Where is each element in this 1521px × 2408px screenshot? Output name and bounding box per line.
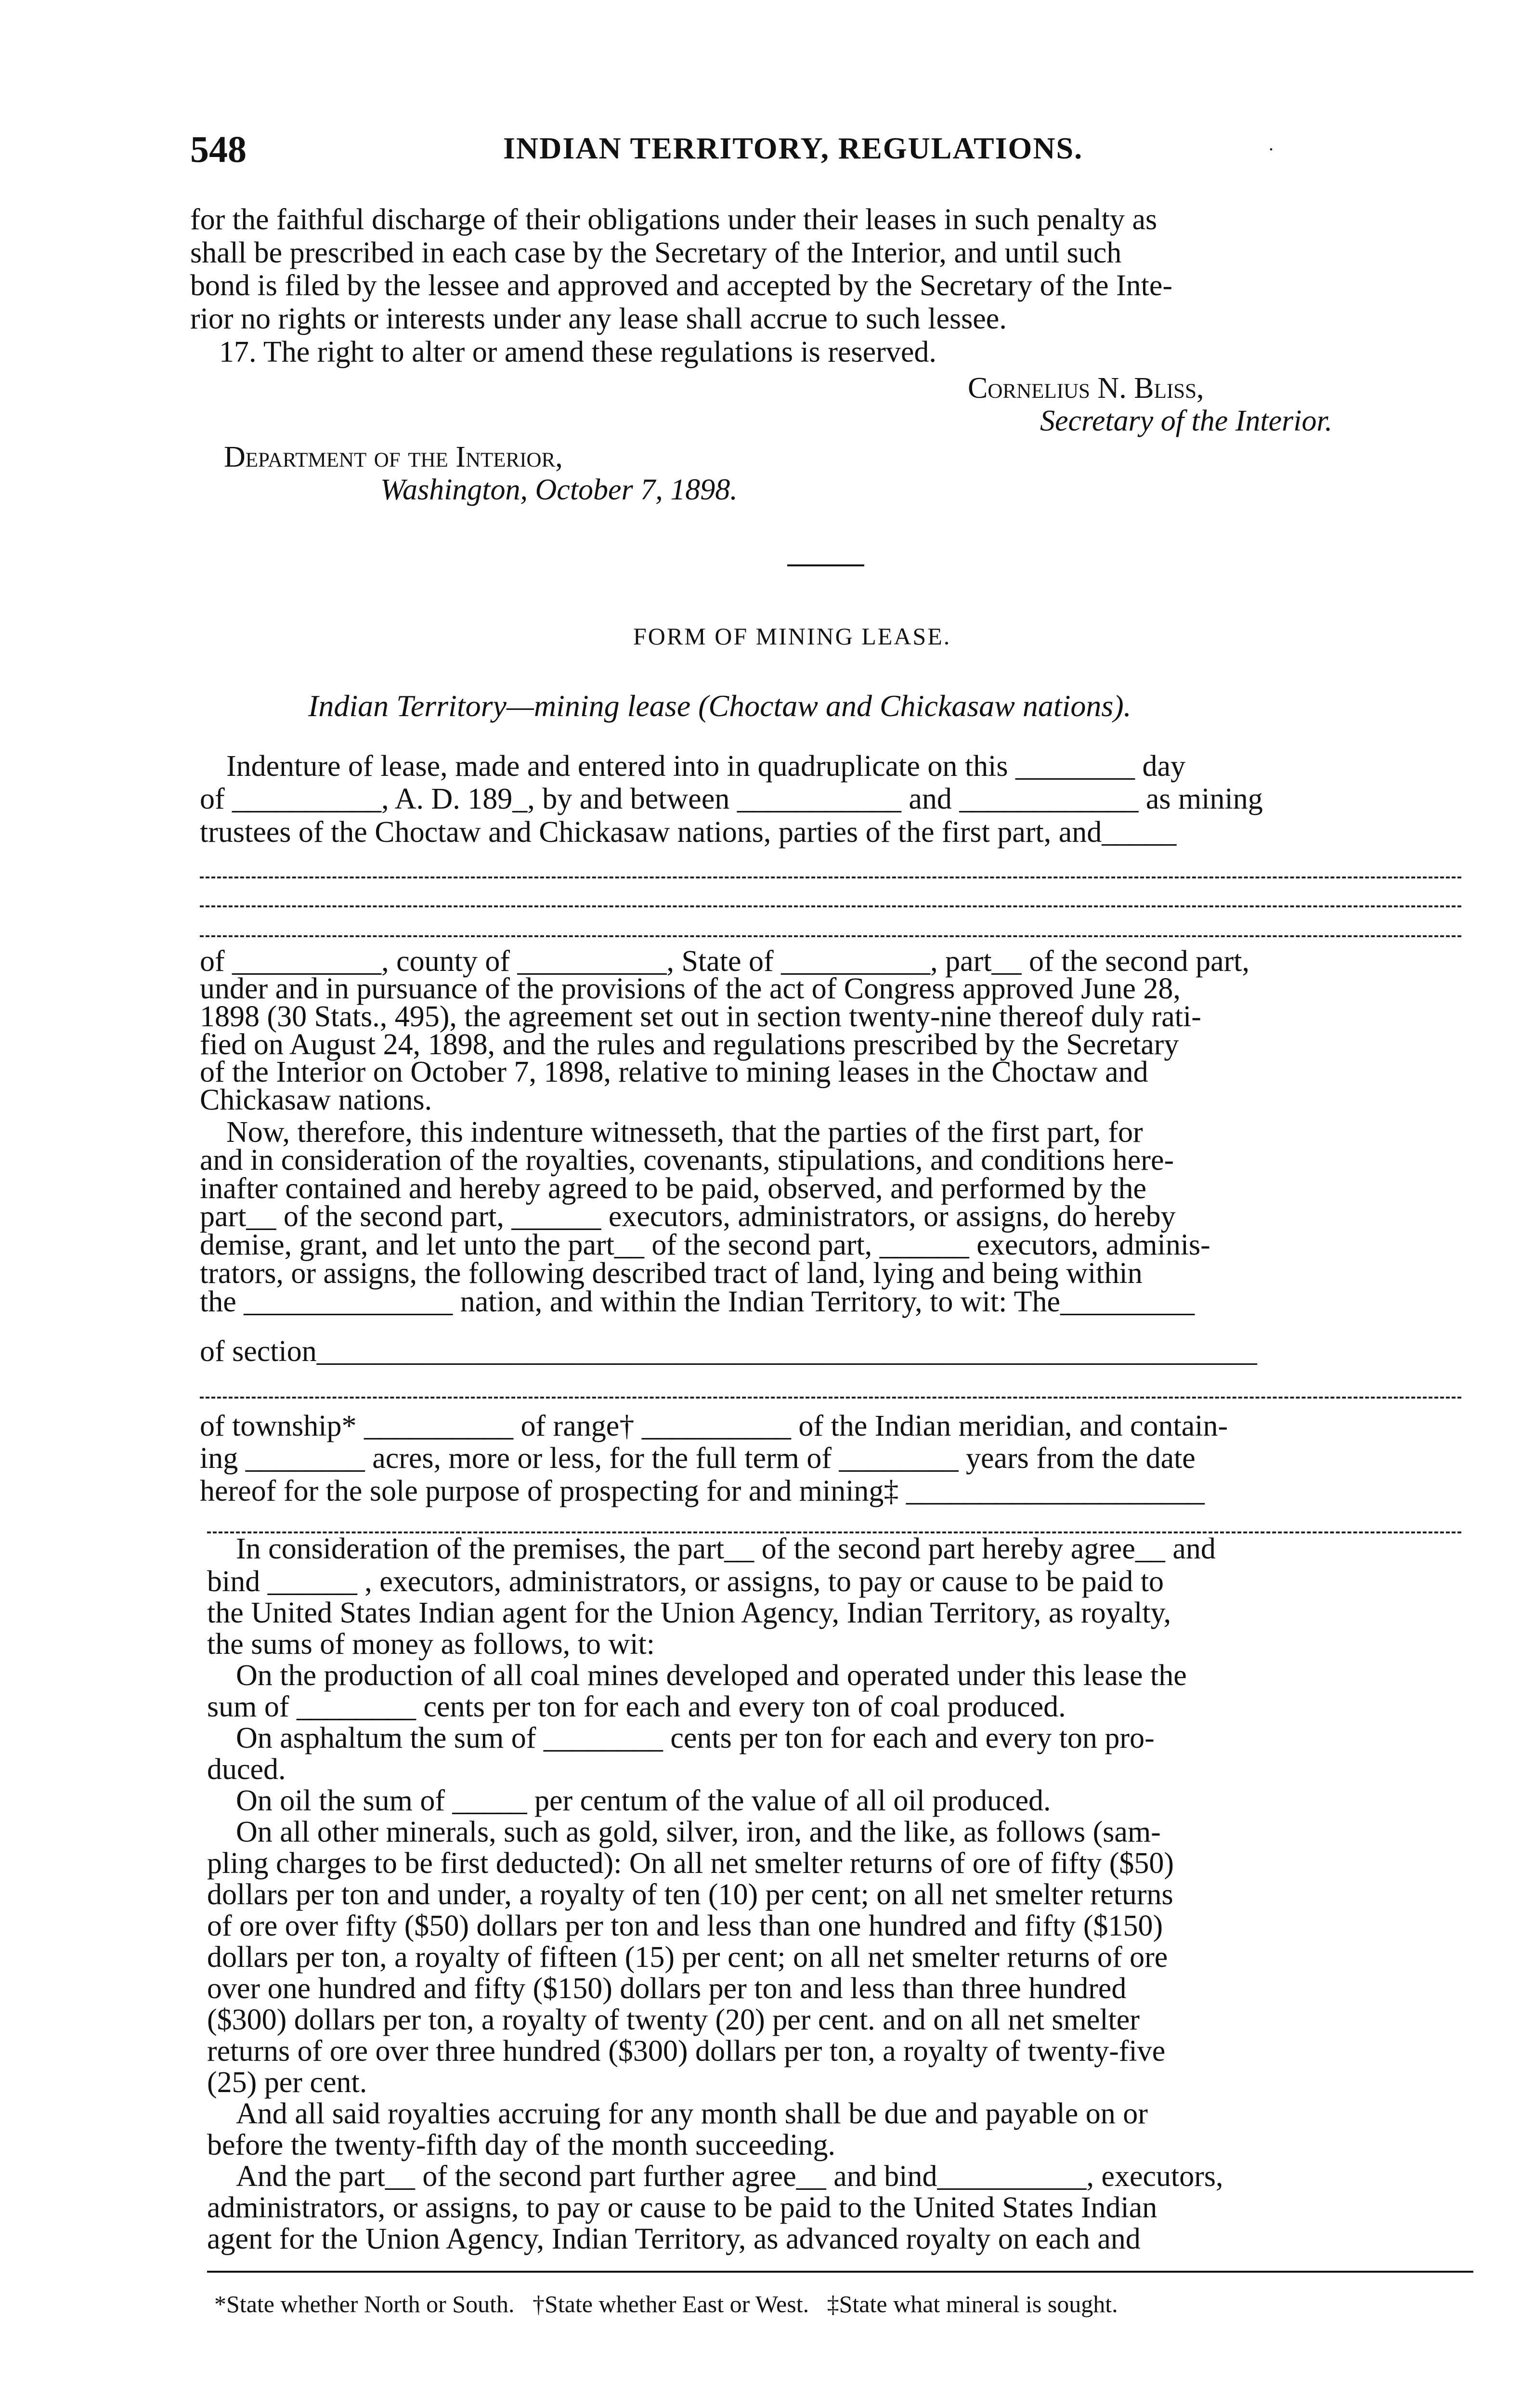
lease-text-line: On all other minerals, such as gold, silver, iron, and the like, as follows (sam- — [236, 1816, 1161, 1848]
lease-text-line: administrators, or assigns, to pay or cause to be paid to the United States Indian — [207, 2191, 1157, 2224]
continuation-line: rior no rights or interests under any lease shall accrue to such lessee. — [190, 302, 1007, 335]
running-title: INDIAN TERRITORY, REGULATIONS. — [503, 131, 1083, 165]
lease-text-line: fied on August 24, 1898, and the rules and regulations prescribed by the Secretary — [200, 1028, 1179, 1061]
continuation-line: for the faithful discharge of their obligations under their leases in such penalty as — [190, 203, 1157, 236]
lease-text-line: ing ________ acres, more or less, for the full term of ________ years from the date — [200, 1442, 1196, 1475]
lease-text-line: trators, or assigns, the following described tract of land, lying and being within — [200, 1257, 1143, 1290]
lease-text-line: And the part__ of the second part further agree__ and bind__________, executors, — [236, 2160, 1223, 2193]
subheading-main: Indian Territory—mining lease — [308, 689, 691, 723]
blank-line — [200, 1397, 1461, 1399]
lease-text-line: hereof for the sole purpose of prospecting for and mining‡ ____________________ — [200, 1475, 1205, 1507]
lease-text-line: before the twenty-fifth day of the month succeeding. — [207, 2129, 835, 2161]
lease-text-line: (25) per cent. — [207, 2066, 367, 2099]
lease-text-line: On oil the sum of _____ per centum of the value of all oil produced. — [236, 1784, 1051, 1817]
lease-text-line: of __________, A. D. 189_, by and between ___________ and ____________ as mining — [200, 783, 1263, 815]
lease-text-line: Now, therefore, this indenture witnesseth, that the parties of the first part, for — [226, 1116, 1143, 1149]
lease-text-line: Chickasaw nations. — [200, 1084, 432, 1116]
lease-text-line: bind ______ , executors, administrators, or assigns, to pay or cause to be paid to — [207, 1565, 1164, 1598]
footnote-ddagger: State what mineral is sought. — [839, 2290, 1118, 2317]
footnote-rule — [207, 2271, 1473, 2273]
signatory-title: Secretary of the Interior. — [1040, 405, 1333, 437]
lease-text-line: part__ of the second part, ______ executors, administrators, or assigns, do hereby — [200, 1200, 1176, 1233]
lease-text-line: On the production of all coal mines developed and operated under this lease the — [236, 1659, 1187, 1692]
signatory-name: Cornelius N. Bliss, — [968, 372, 1204, 405]
lease-text-line: trustees of the Choctaw and Chickasaw nations, parties of the first part, and_____ — [200, 816, 1177, 849]
footnote-star: State whether North or South. — [226, 2290, 515, 2317]
stray-mark: . — [1269, 133, 1274, 155]
lease-text-line: over one hundred and fifty ($150) dollars per ton and less than three hundred — [207, 1972, 1127, 2005]
subheading-paren: (Choctaw and Chickasaw nations). — [690, 689, 1131, 723]
footnote-ddagger-mark: ‡ — [827, 2290, 839, 2317]
lease-text-line: Indenture of lease, made and entered into in quadruplicate on this ________ day — [226, 750, 1185, 783]
lease-text-line: of section_______________________________________________________________ — [200, 1335, 1257, 1368]
lease-text-line: ($300) dollars per ton, a royalty of twenty (20) per cent. and on all net smelter — [207, 2003, 1140, 2036]
lease-text-line: And all said royalties accruing for any month shall be due and payable on or — [236, 2097, 1148, 2130]
lease-text-line: In consideration of the premises, the part__ of the second part hereby agree__ and — [236, 1532, 1216, 1565]
footnotes — [214, 2290, 1118, 2318]
lease-text-line: returns of ore over three hundred ($300) dollars per ton, a royalty of twenty-five — [207, 2035, 1166, 2068]
lease-text-line: the sums of money as follows, to wit: — [207, 1628, 655, 1661]
lease-text-line: of township* __________ of range† __________ of the Indian meridian, and contain- — [200, 1410, 1228, 1442]
form-heading: FORM OF MINING LEASE. — [633, 623, 951, 650]
section-divider — [787, 564, 864, 566]
blank-line — [200, 905, 1461, 907]
blank-line — [200, 877, 1461, 878]
place-date-line: Washington, October 7, 1898. — [380, 473, 738, 506]
lease-text-line: agent for the Union Agency, Indian Territory, as advanced royalty on each and — [207, 2223, 1141, 2255]
form-subheading — [308, 691, 1131, 721]
lease-text-line: demise, grant, and let unto the part__ of the second part, ______ executors, adminis- — [200, 1229, 1210, 1261]
lease-text-line: duced. — [207, 1753, 286, 1786]
department-line: Department of the Interior, — [224, 441, 563, 473]
lease-text-line: and in consideration of the royalties, covenants, stipulations, and conditions here- — [200, 1144, 1174, 1177]
page-header — [190, 128, 1476, 170]
lease-text-line: dollars per ton and under, a royalty of ten (10) per cent; on all net smelter returns — [207, 1878, 1173, 1911]
continuation-line: shall be prescribed in each case by the Secretary of the Interior, and until such — [190, 236, 1122, 269]
lease-text-line: sum of ________ cents per ton for each and every ton of coal produced. — [207, 1690, 1066, 1723]
lease-text-line: of the Interior on October 7, 1898, relative to mining leases in the Choctaw and — [200, 1056, 1148, 1088]
lease-text-line: pling charges to be first deducted): On all net smelter returns of ore of fifty ($50) — [207, 1847, 1174, 1880]
blank-line — [200, 935, 1461, 937]
footnote-dagger: State whether East or West. — [545, 2290, 809, 2317]
footnote-dagger-mark: † — [533, 2290, 545, 2317]
lease-text-line: the United States Indian agent for the Union Agency, Indian Territory, as royalty, — [207, 1597, 1171, 1629]
lease-text-line: dollars per ton, a royalty of fifteen (15) per cent; on all net smelter returns of ore — [207, 1941, 1168, 1974]
lease-text-line: the ______________ nation, and within the Indian Territory, to wit: The_________ — [200, 1285, 1195, 1318]
lease-text-line: On asphaltum the sum of ________ cents per ton for each and every ton pro- — [236, 1722, 1155, 1754]
page-number: 548 — [190, 128, 247, 170]
footnote-star-mark: * — [214, 2290, 226, 2317]
lease-text-line: under and in pursuance of the provisions of the act of Congress approved June 28, — [200, 972, 1181, 1005]
lease-text-line: 1898 (30 Stats., 495), the agreement set out in section twenty-nine thereof duly rati- — [200, 1000, 1201, 1033]
lease-text-line: of __________, county of __________, State of __________, part__ of the second part, — [200, 945, 1249, 978]
lease-text-line: of ore over fifty ($50) dollars per ton and less than one hundred and fifty ($150) — [207, 1910, 1163, 1942]
regulation-item-17: 17. The right to alter or amend these regulations is reserved. — [219, 336, 936, 368]
continuation-line: bond is filed by the lessee and approved and accepted by the Secretary of the Inte- — [190, 269, 1173, 302]
lease-text-line: inafter contained and hereby agreed to be paid, observed, and performed by the — [200, 1172, 1146, 1205]
